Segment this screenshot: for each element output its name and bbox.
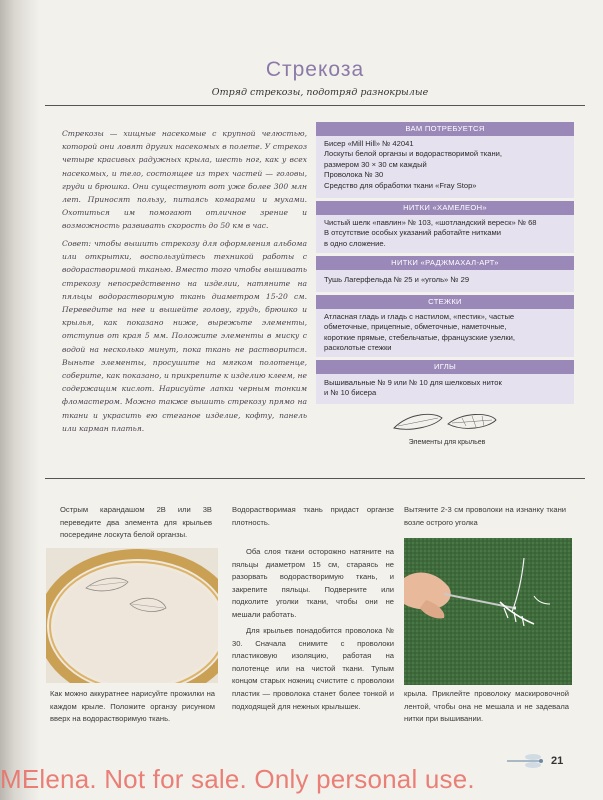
requirement-line: обметочные, прицепные, обметочные, наметочные, xyxy=(324,322,507,332)
step3-bottom-text: крыла. Приклейте проволоку маскировочной лентой, чтобы она не мешала и не задевала нитки при вышивании. xyxy=(404,689,569,724)
stitches-heading: СТЕЖКИ xyxy=(316,295,574,309)
middle-divider xyxy=(45,478,585,479)
step2-paragraph-2: Оба слоя ткани осторожно натяните на пяльцы диаметром 15 см, стараясь не разорвать водорастворимую ткань, и закрепите пяльцы. Подверните или подколите уголки ткани, чтобы они не мешали работать. xyxy=(232,547,394,619)
intro-paragraph: Стрекозы — хищные насекомые с крупной челюстью, которой они ловят других насекомых в полете. У стрекоз четыре красивых радужных крыла, шесть ног, как у всех насекомых, и тело, состоящее из трех частей — головы, груди и брюшка. Они существуют вот уже более 300 млн лет. Приносят пользу, питаясь комарами и мухами. Охотиться им помогают отличное зрение и возможность развивать скорость до 50 км в час. xyxy=(62,129,307,231)
requirements-body xyxy=(316,136,574,198)
requirement-line: расколотые стежки xyxy=(324,343,392,353)
requirement-line: Тушь Лагерфельда № 25 и «уголь» № 29 xyxy=(324,275,470,284)
threads-chameleon-body xyxy=(316,215,574,253)
towel-photo-drawing xyxy=(404,538,572,685)
towel-photo xyxy=(404,538,572,685)
stitches-body xyxy=(316,309,574,357)
threads-chameleon-heading: НИТКИ «ХАМЕЛЕОН» xyxy=(316,201,574,215)
watermark: MElena. Not for sale. Only personal use. xyxy=(0,764,475,794)
requirement-line: Лоскуты белой органзы и водорастворимой ткани, xyxy=(324,149,502,159)
hoop-photo xyxy=(46,548,218,683)
requirement-line: Атласная гладь и гладь с настилом, «пестик», частые xyxy=(324,312,515,321)
requirement-line: размером 30 × 30 см каждый xyxy=(324,159,427,169)
step2-paragraph-1: Водорастворимая ткань придаст органзе плотность. xyxy=(232,505,394,527)
needles-heading: ИГЛЫ xyxy=(316,360,574,374)
requirement-line: в одно сложение. xyxy=(324,238,386,248)
advice-paragraph: Совет: чтобы вышить стрекозу для оформления альбома или открытки, воспользуйтесь техникой работы с водорастворимой тканью. Вместо того чтобы вышивать стрекозу непосредственно на изделии, натяните на пяльцы водорастворимую ткань диаметром 15-20 см. Переведите на нее и вышейте голову, грудь, брюшко и крылья, как показано ниже, вырежьте элементы, отступив от края 5 мм. Положите элементы в миску с водой на несколько минут, пока ткань не растворится. Выньте элементы, просушите на мягком полотенце, соберите, как показано, и прикрепите к изделию клеем, не содержащим кислот. Нарисуйте лапки черным тонким фломастером. Можно также вышить стрекозу прямо на ткани и украсить ею стеганое изделие, кофту, панель или карман платья. xyxy=(62,239,307,433)
top-divider xyxy=(45,105,585,106)
step1-bottom-text: Как можно аккуратнее нарисуйте прожилки на каждом крыле. Положите органзу рисунком вверх на водорастворимую ткань. xyxy=(50,689,215,724)
page-title: Стрекоза xyxy=(265,58,365,81)
wing-elements-drawing xyxy=(390,410,500,436)
wing-elements-caption: Элементы для крыльев xyxy=(408,439,486,446)
book-spine-shadow xyxy=(0,0,40,800)
requirement-line: Проволока № 30 xyxy=(324,170,384,180)
threads-rajmahal-body xyxy=(316,270,574,292)
hoop-photo-drawing xyxy=(46,548,218,683)
requirement-line: Бисер «Mill Hill» № 42041 xyxy=(324,139,414,148)
threads-rajmahal-heading: НИТКИ «РАДЖМАХАЛ-АРТ» xyxy=(316,256,574,270)
page-subtitle: Отряд стрекозы, подотряд разнокрылые xyxy=(211,87,429,98)
requirement-line: Вышивальные № 9 или № 10 для шелковых ниток xyxy=(324,378,502,387)
needles-body xyxy=(316,374,574,404)
requirement-line: короткие прямые, стебельчатые, французские узелки, xyxy=(324,332,515,342)
step2-paragraph-3: Для крыльев понадобится проволока № 30. Сначала снимите с проволоки пластиковую изоляцию, работая на полотенце или на чистой ткани. Тупым концом старых ножниц счистите с проволоки пластик — проволока станет более тонкой и подходящей для нежных крылышек. xyxy=(232,626,394,711)
requirement-line: Чистый шелк «павлин» № 103, «шотландский вереск» № 68 xyxy=(324,218,537,227)
step3-top-text: Вытяните 2-3 см проволоки на изнанку ткани возле острого уголка xyxy=(404,505,566,527)
step1-top-text: Острым карандашом 2В или 3В переведите два элемента для крыльев посередине лоскута белой органзы. xyxy=(60,505,212,540)
requirements-heading: ВАМ ПОТРЕБУЕТСЯ xyxy=(316,122,574,136)
page-number: 21 xyxy=(551,755,564,767)
requirement-line: Средство для обработки ткани «Fray Stop» xyxy=(324,180,477,190)
requirement-line: В отсутствие особых указаний работайте нитками xyxy=(324,228,501,238)
requirement-line: и № 10 бисера xyxy=(324,388,377,398)
